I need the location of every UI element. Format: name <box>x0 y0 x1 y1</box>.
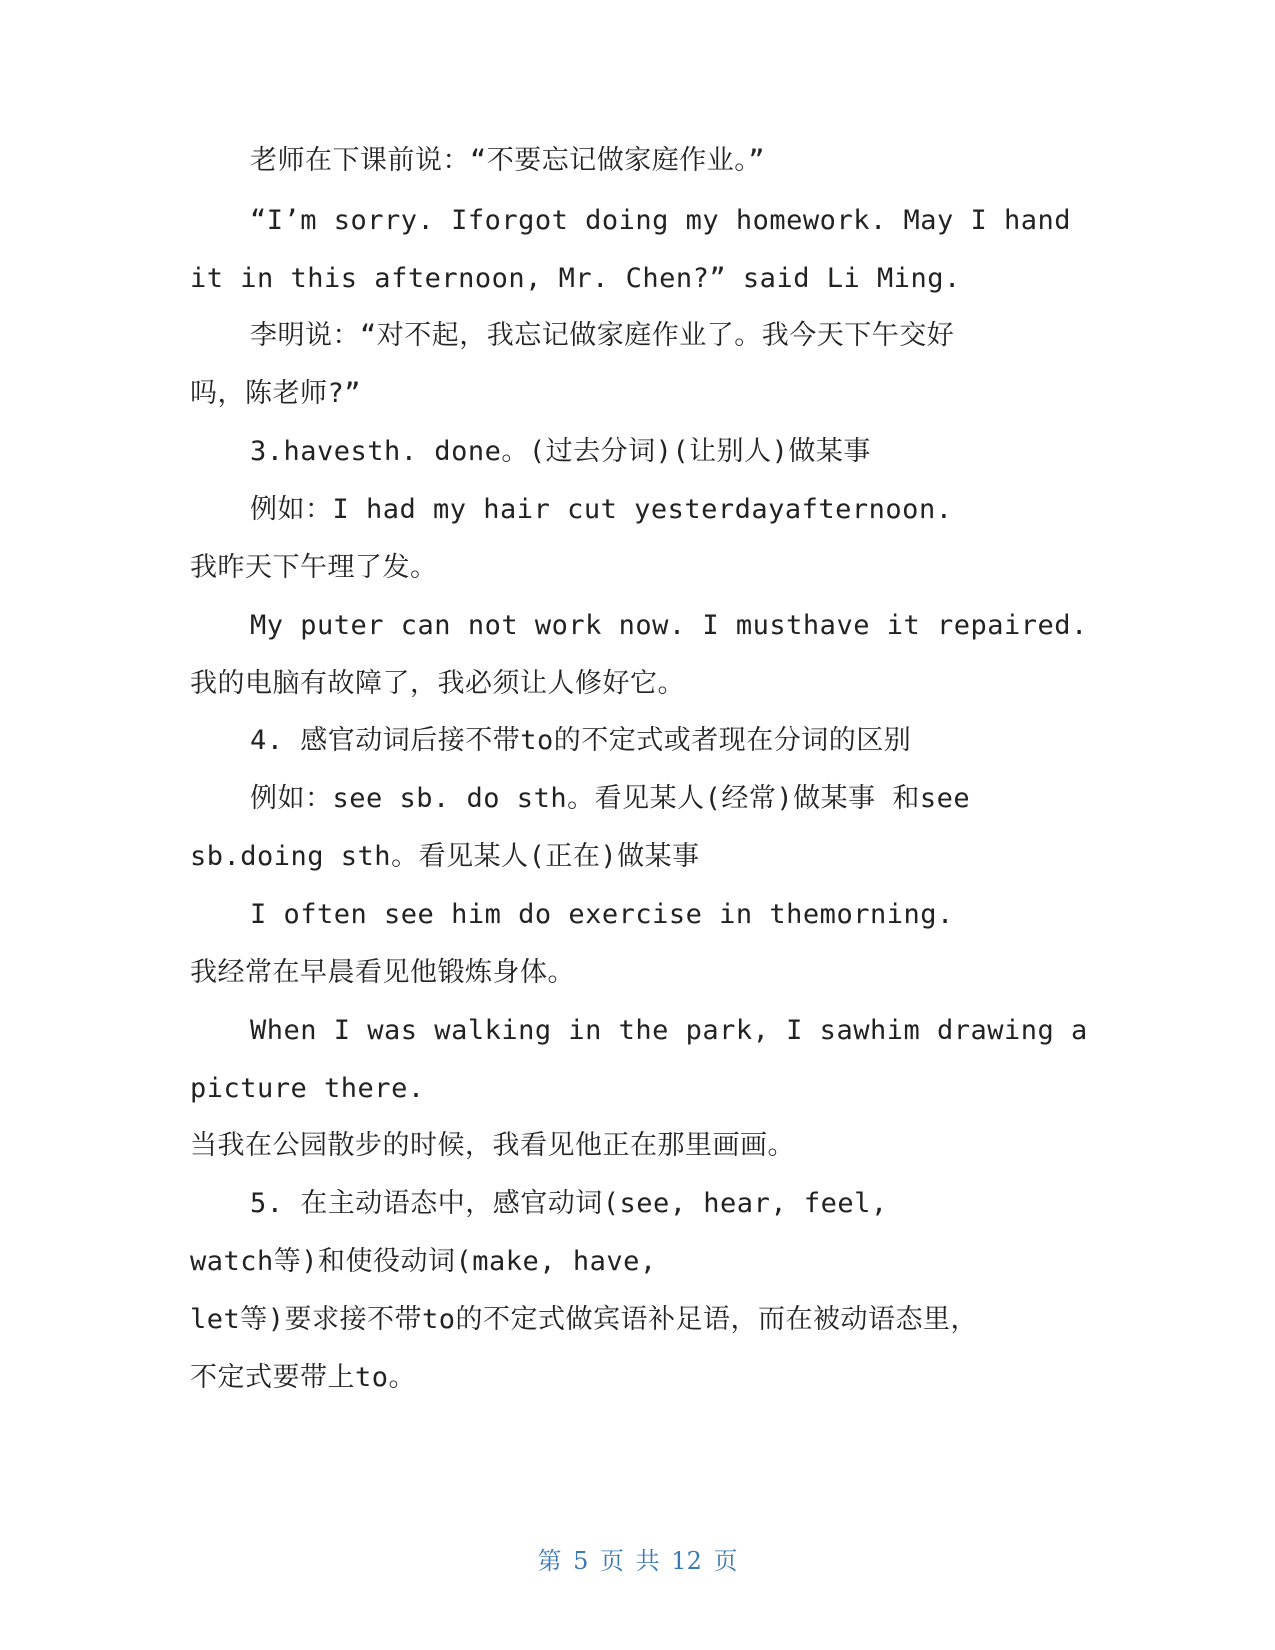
paragraph-line: 我经常在早晨看见他锻炼身体。 <box>190 957 575 988</box>
paragraph-line: 不定式要带上to。 <box>190 1362 417 1393</box>
paragraph-line: 5. 在主动语态中，感官动词(see, hear, feel, <box>250 1188 888 1219</box>
paragraph-line: 4. 感官动词后接不带to的不定式或者现在分词的区别 <box>250 725 912 756</box>
paragraph-line: let等)要求接不带to的不定式做宾语补足语，而在被动语态里， <box>190 1304 979 1335</box>
paragraph-line: it in this afternoon, Mr. Chen?” said Li Ming. <box>190 263 961 294</box>
paragraph-line: 李明说：“对不起，我忘记做家庭作业了。我今天下午交好 <box>250 320 955 351</box>
paragraph-line: 3.havesth. done。(过去分词)(让别人)做某事 <box>250 436 871 467</box>
paragraph-line: 当我在公园散步的时候，我看见他正在那里画画。 <box>190 1130 795 1161</box>
paragraph-line: 我昨天下午理了发。 <box>190 552 438 583</box>
paragraph-line: picture there. <box>190 1073 425 1104</box>
paragraph-line: 老师在下课前说：“不要忘记做家庭作业。” <box>250 145 766 176</box>
paragraph-line: 吗，陈老师?” <box>190 378 362 409</box>
paragraph-line: When I was walking in the park, I sawhim drawing a <box>250 1015 1088 1046</box>
paragraph-line: 例如：I had my hair cut yesterdayafternoon. <box>250 494 953 525</box>
paragraph-line: “I’m sorry. Iforgot doing my homework. May I hand <box>250 205 1072 236</box>
paragraph-line: sb.doing sth。看见某人(正在)做某事 <box>190 841 700 872</box>
paragraph-line: 例如：see sb. do sth。看见某人(经常)做某事 和see <box>250 783 971 814</box>
paragraph-line: I often see him do exercise in themorning. <box>250 899 954 930</box>
paragraph-line: watch等)和使役动词(make, have, <box>190 1246 657 1277</box>
page-number-footer: 第 5 页 共 12 页 <box>537 1547 738 1575</box>
paragraph-line: 我的电脑有故障了，我必须让人修好它。 <box>190 668 685 699</box>
paragraph-line: My puter can not work now. I musthave it repaired. <box>250 610 1088 641</box>
